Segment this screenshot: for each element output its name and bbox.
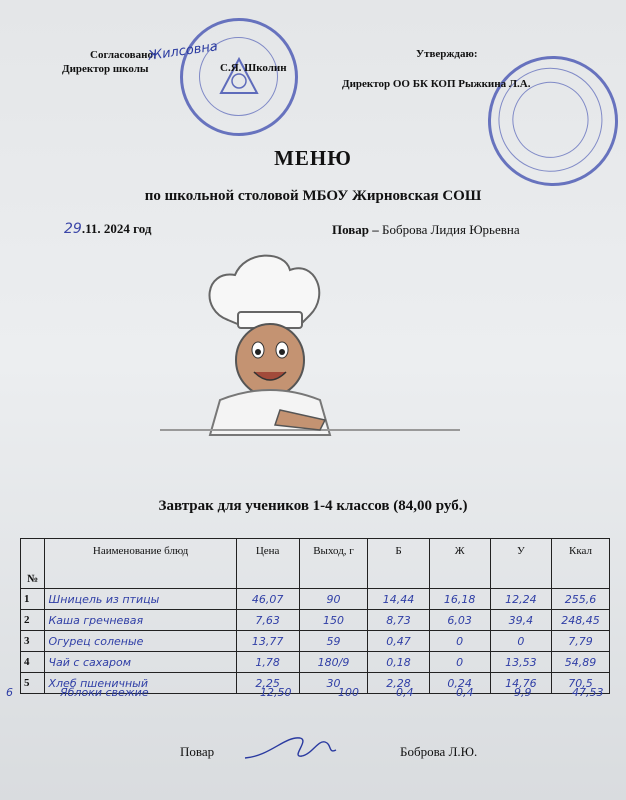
cook-signature bbox=[240, 728, 340, 768]
dish-name: Каша гречневая bbox=[45, 610, 236, 631]
dish-price: 7,63 bbox=[236, 610, 299, 631]
school-stamp bbox=[180, 18, 298, 136]
footer-cook-name: Боброва Л.Ю. bbox=[400, 744, 478, 759]
confirm-label: Утверждаю: bbox=[416, 48, 478, 60]
dish-price: 46,07 bbox=[236, 589, 299, 610]
dish-carbs: 39,4 bbox=[490, 610, 551, 631]
footer-cook-label: Повар bbox=[180, 744, 215, 759]
dish-carbs: 12,24 bbox=[490, 589, 551, 610]
menu-table bbox=[20, 538, 610, 694]
dish-name: Хлеб пшеничный bbox=[45, 673, 236, 694]
dish-protein: 0,18 bbox=[368, 652, 429, 673]
row-number: 3 bbox=[21, 631, 45, 652]
col-dish: Наименование блюд bbox=[45, 539, 236, 589]
chef-illustration bbox=[150, 250, 470, 450]
dish-kcal: 7,79 bbox=[551, 631, 609, 652]
dish-kcal: 47,53 bbox=[572, 686, 604, 699]
school-director-label: Директор школы bbox=[62, 63, 149, 75]
col-fat: Ж bbox=[429, 539, 490, 589]
row-number: 5 bbox=[21, 673, 45, 694]
table-row bbox=[21, 589, 610, 610]
approval-block bbox=[62, 48, 157, 76]
org-director-label: Директор ОО БК КОП Рыжкина Л.А. bbox=[342, 78, 531, 90]
col-kcal: Ккал bbox=[551, 539, 609, 589]
page-subtitle: по школьной столовой МБОУ Жирновская СОШ bbox=[144, 188, 482, 204]
table-header-row bbox=[21, 539, 610, 589]
dish-kcal: 255,6 bbox=[551, 589, 609, 610]
dish-protein: 14,44 bbox=[368, 589, 429, 610]
approved-label: Согласовано: bbox=[90, 49, 157, 61]
dish-carbs: 13,53 bbox=[490, 652, 551, 673]
date-text: .11. 2024 год bbox=[81, 221, 152, 236]
handwritten-extra-row bbox=[6, 682, 610, 704]
row-number: 2 bbox=[21, 610, 45, 631]
menu-date bbox=[64, 221, 151, 237]
dish-output: 59 bbox=[299, 631, 368, 652]
dish-kcal: 248,45 bbox=[551, 610, 609, 631]
date-handwritten: 29 bbox=[64, 221, 82, 237]
dish-output: 30 bbox=[299, 673, 368, 694]
dish-name: Шницель из птицы bbox=[45, 589, 236, 610]
director-signature: Жилсовна bbox=[147, 39, 219, 64]
dish-kcal: 54,89 bbox=[551, 652, 609, 673]
dish-output: 100 bbox=[338, 686, 359, 699]
dish-fat: 0,4 bbox=[456, 686, 474, 699]
col-protein: Б bbox=[368, 539, 429, 589]
dish-fat: 0 bbox=[429, 631, 490, 652]
dish-fat: 0 bbox=[429, 652, 490, 673]
col-output: Выход, г bbox=[299, 539, 368, 589]
table-row bbox=[21, 610, 610, 631]
row-number: 4 bbox=[21, 652, 45, 673]
dish-carbs: 9,9 bbox=[514, 686, 532, 699]
page-title: МЕНЮ bbox=[274, 146, 352, 170]
dish-output: 180/9 bbox=[299, 652, 368, 673]
dish-protein: 8,73 bbox=[368, 610, 429, 631]
dish-protein: 2,28 bbox=[368, 673, 429, 694]
dish-name: Огурец соленые bbox=[45, 631, 236, 652]
dish-fat: 6,03 bbox=[429, 610, 490, 631]
col-price: Цена bbox=[236, 539, 299, 589]
row-number: 6 bbox=[6, 686, 13, 699]
dish-protein: 0,47 bbox=[368, 631, 429, 652]
school-director-name: С.Я. Школин bbox=[220, 62, 287, 74]
row-number: 1 bbox=[21, 589, 45, 610]
dish-fat: 0,24 bbox=[429, 673, 490, 694]
dish-name: Яблоки свежие bbox=[60, 686, 149, 699]
dish-kcal: 70,5 bbox=[551, 673, 609, 694]
col-carbs: У bbox=[490, 539, 551, 589]
dish-carbs: 0 bbox=[490, 631, 551, 652]
table-row bbox=[21, 652, 610, 673]
dish-fat: 16,18 bbox=[429, 589, 490, 610]
organization-stamp bbox=[470, 38, 626, 205]
cook-name: Боброва Лидия Юрьевна bbox=[382, 222, 520, 237]
dish-carbs: 14,76 bbox=[490, 673, 551, 694]
dish-price: 2,25 bbox=[236, 673, 299, 694]
dish-name: Чай с сахаром bbox=[45, 652, 236, 673]
dish-price: 1,78 bbox=[236, 652, 299, 673]
dish-output: 90 bbox=[299, 589, 368, 610]
table-row bbox=[21, 631, 610, 652]
dish-price: 13,77 bbox=[236, 631, 299, 652]
dish-price: 12,50 bbox=[260, 686, 292, 699]
col-number: № bbox=[21, 539, 45, 589]
cook-label: Повар – bbox=[332, 222, 379, 237]
dish-protein: 0,4 bbox=[396, 686, 414, 699]
breakfast-title: Завтрак для учеников 1-4 классов (84,00 руб.) bbox=[158, 498, 468, 514]
dish-output: 150 bbox=[299, 610, 368, 631]
cook-line bbox=[332, 222, 520, 238]
